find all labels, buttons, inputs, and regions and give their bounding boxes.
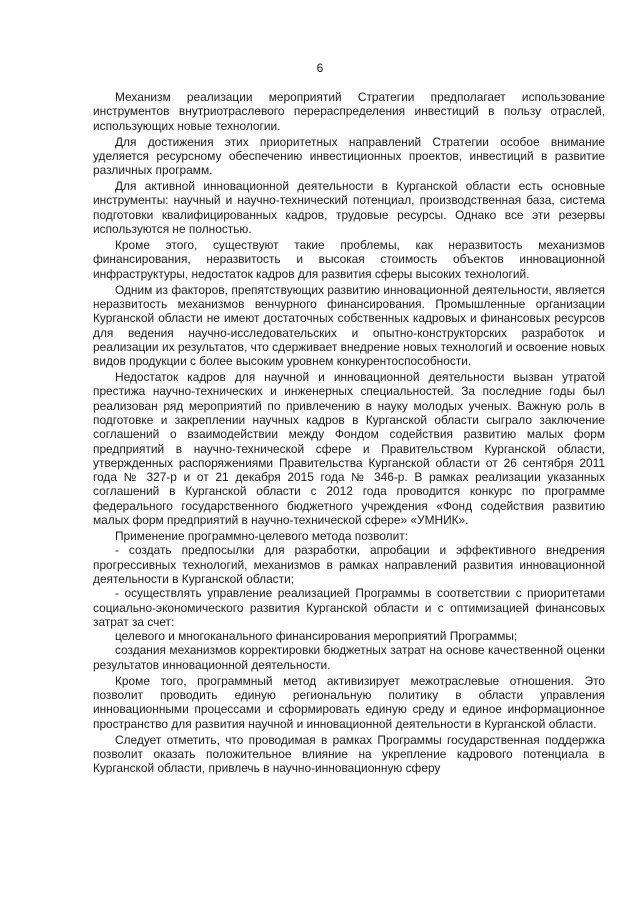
paragraph-resource-support: Для достижения этих приоритетных направлений Стратегии особое внимание уделяется ресурсному обеспечению инвестиционных проектов, инвестиций в развитие различных программ.	[93, 134, 605, 178]
document-body	[93, 90, 605, 777]
paragraph-state-support: Следует отметить, что проводимая в рамках Программы государственная поддержка позволит оказать положительное влияние на укрепление кадрового потенциала в Курганской области, привлечь в научно-инновационную сферу	[93, 732, 605, 776]
list-item-budget-correction: создания механизмов корректировки бюджетных затрат на основе качественной оценки результатов инновационной деятельности.	[93, 643, 605, 672]
paragraph-staff-shortage: Недостаток кадров для научной и инновационной деятельности вызван утратой престижа научно-технических и инженерных специальностей. За последние годы был реализован ряд мероприятий по привлечению в науку молодых ученых. Важную роль в подготовке и закреплении научных кадров в Курганской области сыграло заключение соглашений о взаимодействии между Фондом содействия развитию малых форм предприятий в научно-технической сфере и Правительством Курганской области, утвержденных распоряжениями Правительства Курганской области от 26 сентября 2011 года № 327-р и от 21 декабря 2015 года № 346-р. В рамках реализации указанных соглашений в Курганской области с 2012 года проводится конкурс по программе федерального государственного бюджетного учреждения «Фонд содействия развитию малых форм предприятий в научно-технической сфере» «УМНИК».	[93, 370, 605, 528]
paragraph-strategy-mechanism: Механизм реализации мероприятий Стратегии предполагает использование инструментов внутриотраслевого перераспределения инвестиций в пользу отраслей, использующих новые технологии.	[93, 90, 605, 133]
paragraph-innovation-instruments: Для активной инновационной деятельности в Курганской области есть основные инструменты: научный и научно-технический потенциал, производственная база, система подготовки квалифицированных кадров, трудовые ресурсы. Однако все эти резервы используются не полностью.	[93, 179, 605, 237]
list-item-manage-program: - осуществлять управление реализацией Программы в соответствии с приоритетами социально-экономического развития Курганской области и с оптимизацией финансовых затрат за счет:	[93, 586, 605, 629]
list-item-targeted-financing: целевого и многоканального финансирования мероприятий Программы;	[115, 629, 518, 644]
paragraph-intersectoral-relations: Кроме того, программный метод активизирует межотраслевые отношения. Это позволит проводить единую региональную политику в области управления инновационными процессами и сформировать единую среду и единое информационное пространство для развития научной и инновационной деятельности в Курганской области.	[93, 673, 605, 731]
list-item-create-preconditions: - создать предпосылки для разработки, апробации и эффективного внедрения прогрессивных технологий, механизмов в рамках направлений развития инновационной деятельности в Курганской области;	[93, 543, 605, 586]
paragraph-venture-financing: Одним из факторов, препятствующих развитию инновационной деятельности, является неразвитость механизмов венчурного финансирования. Промышленные организации Курганской области не имеют достаточных собственных кадровых и финансовых ресурсов для ведения научно-исследовательских и опытно-конструкторских разработок и реализации их результатов, что сдерживает внедрение новых технологий и освоение новых видов продукции с более высоким уровнем конкурентоспособности.	[93, 282, 605, 369]
paragraph-problems: Кроме этого, существуют такие проблемы, как неразвитость механизмов финансирования, неразвитость и высокая стоимость объектов инновационной инфраструктуры, недостаток кадров для развития сферы высоких технологий.	[93, 238, 605, 281]
page-number: 6	[316, 61, 324, 75]
paragraph-program-method: Применение программно-целевого метода позволит:	[115, 529, 408, 544]
